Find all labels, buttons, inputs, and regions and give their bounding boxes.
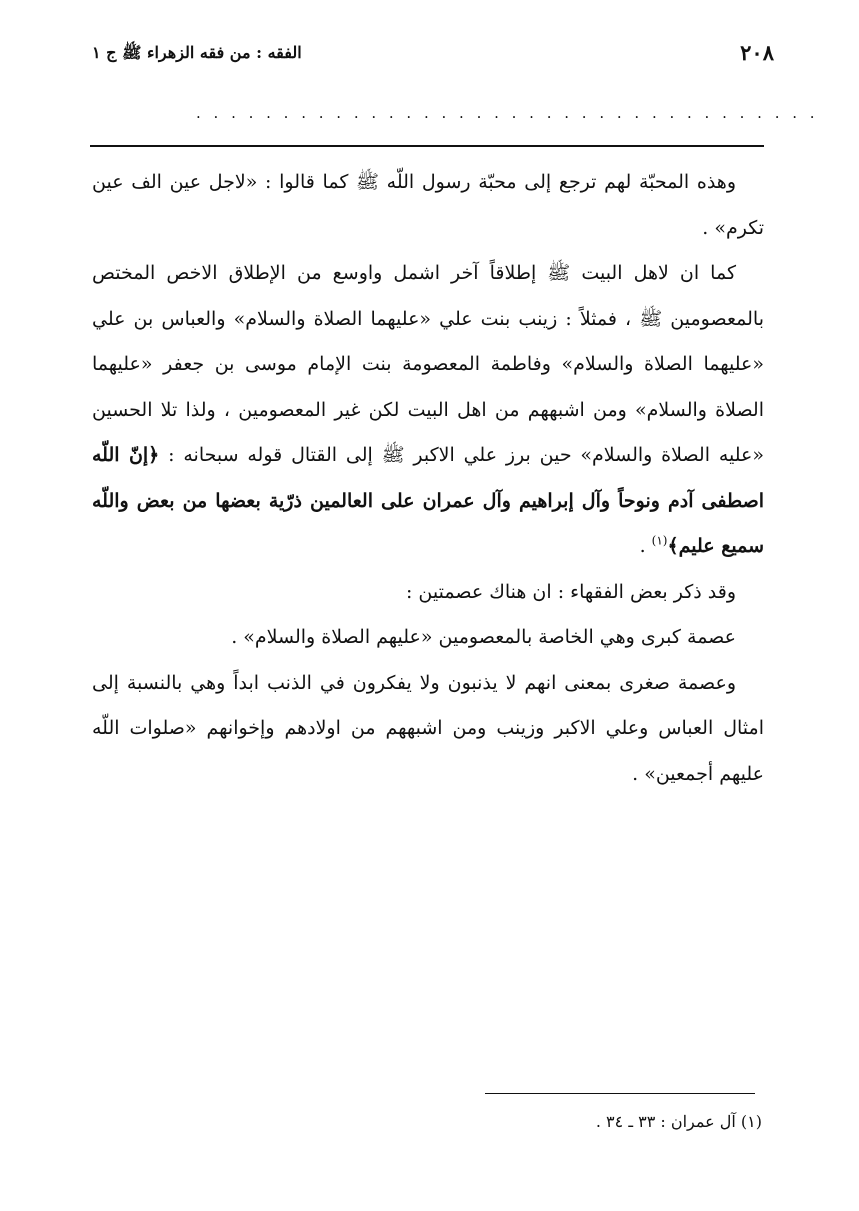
- paragraph-2: [92, 251, 764, 570]
- paragraph-4: عصمة كبرى وهي الخاصة بالمعصومين «عليهم الصلاة والسلام» .: [231, 626, 736, 648]
- footnote: (١) آل عمران : ٣٣ ـ ٣٤ .: [595, 1112, 762, 1131]
- paragraph-3: وقد ذكر بعض الفقهاء : ان هناك عصمتين :: [405, 580, 736, 603]
- paragraph-2-tail: .: [639, 535, 652, 557]
- header-dotted-line: . . . . . . . . . . . . . . . . . . . . . . . . . . . . . . . . . . . .: [196, 104, 819, 122]
- paragraph-5: وعصمة صغرى بمعنى انهم لا يذنبون ولا يفكرون في الذنب ابداً وهي بالنسبة إلى امثال العباس وعلي الاكبر وزينب ومن اشبههم من اولادهم وإخوانهم «صلوات اللّه عليهم أجمعين» .: [92, 671, 764, 785]
- paragraph-1: وهذه المحبّة لهم ترجع إلى محبّة رسول اللّه ﷺ كما قالوا : «لاجل عين الف عين تكرم» .: [92, 171, 764, 239]
- paragraph-2-text: كما ان لاهل البيت ﷺ إطلاقاً آخر اشمل واوسع من الإطلاق الاخص المختص بالمعصومين ﷺ ، فمثلاً : زينب بنت علي «عليهما الصلاة والسلام» والعباس بن علي «عليهما الصلاة والسلام» وفاطمة المعصومة بنت الإمام موسى بن جعفر «عليهما الصلاة والسلام» ومن اشبههم من اهل البيت لكن غير المعصومين ، ولذا تلا الحسين «عليه الصلاة والسلام» حين برز علي الاكبر ﷺ إلى القتال قوله سبحانه :: [92, 262, 764, 466]
- page-number: ٢٠٨: [740, 40, 774, 65]
- body-text: [92, 160, 764, 797]
- quran-verse: ﴿إنّ اللّه اصطفى آدم ونوحاً وآل إبراهيم وآل عمران على العالمين ذرّية بعضها من بعض واللّه سميع عليم﴾: [92, 444, 764, 557]
- footnote-reference: (١): [651, 533, 668, 548]
- running-header-title: الفقه : من فقه الزهراء ﷺ ج ١: [92, 43, 302, 62]
- footnote-rule: [485, 1093, 755, 1094]
- header-rule: [90, 145, 764, 147]
